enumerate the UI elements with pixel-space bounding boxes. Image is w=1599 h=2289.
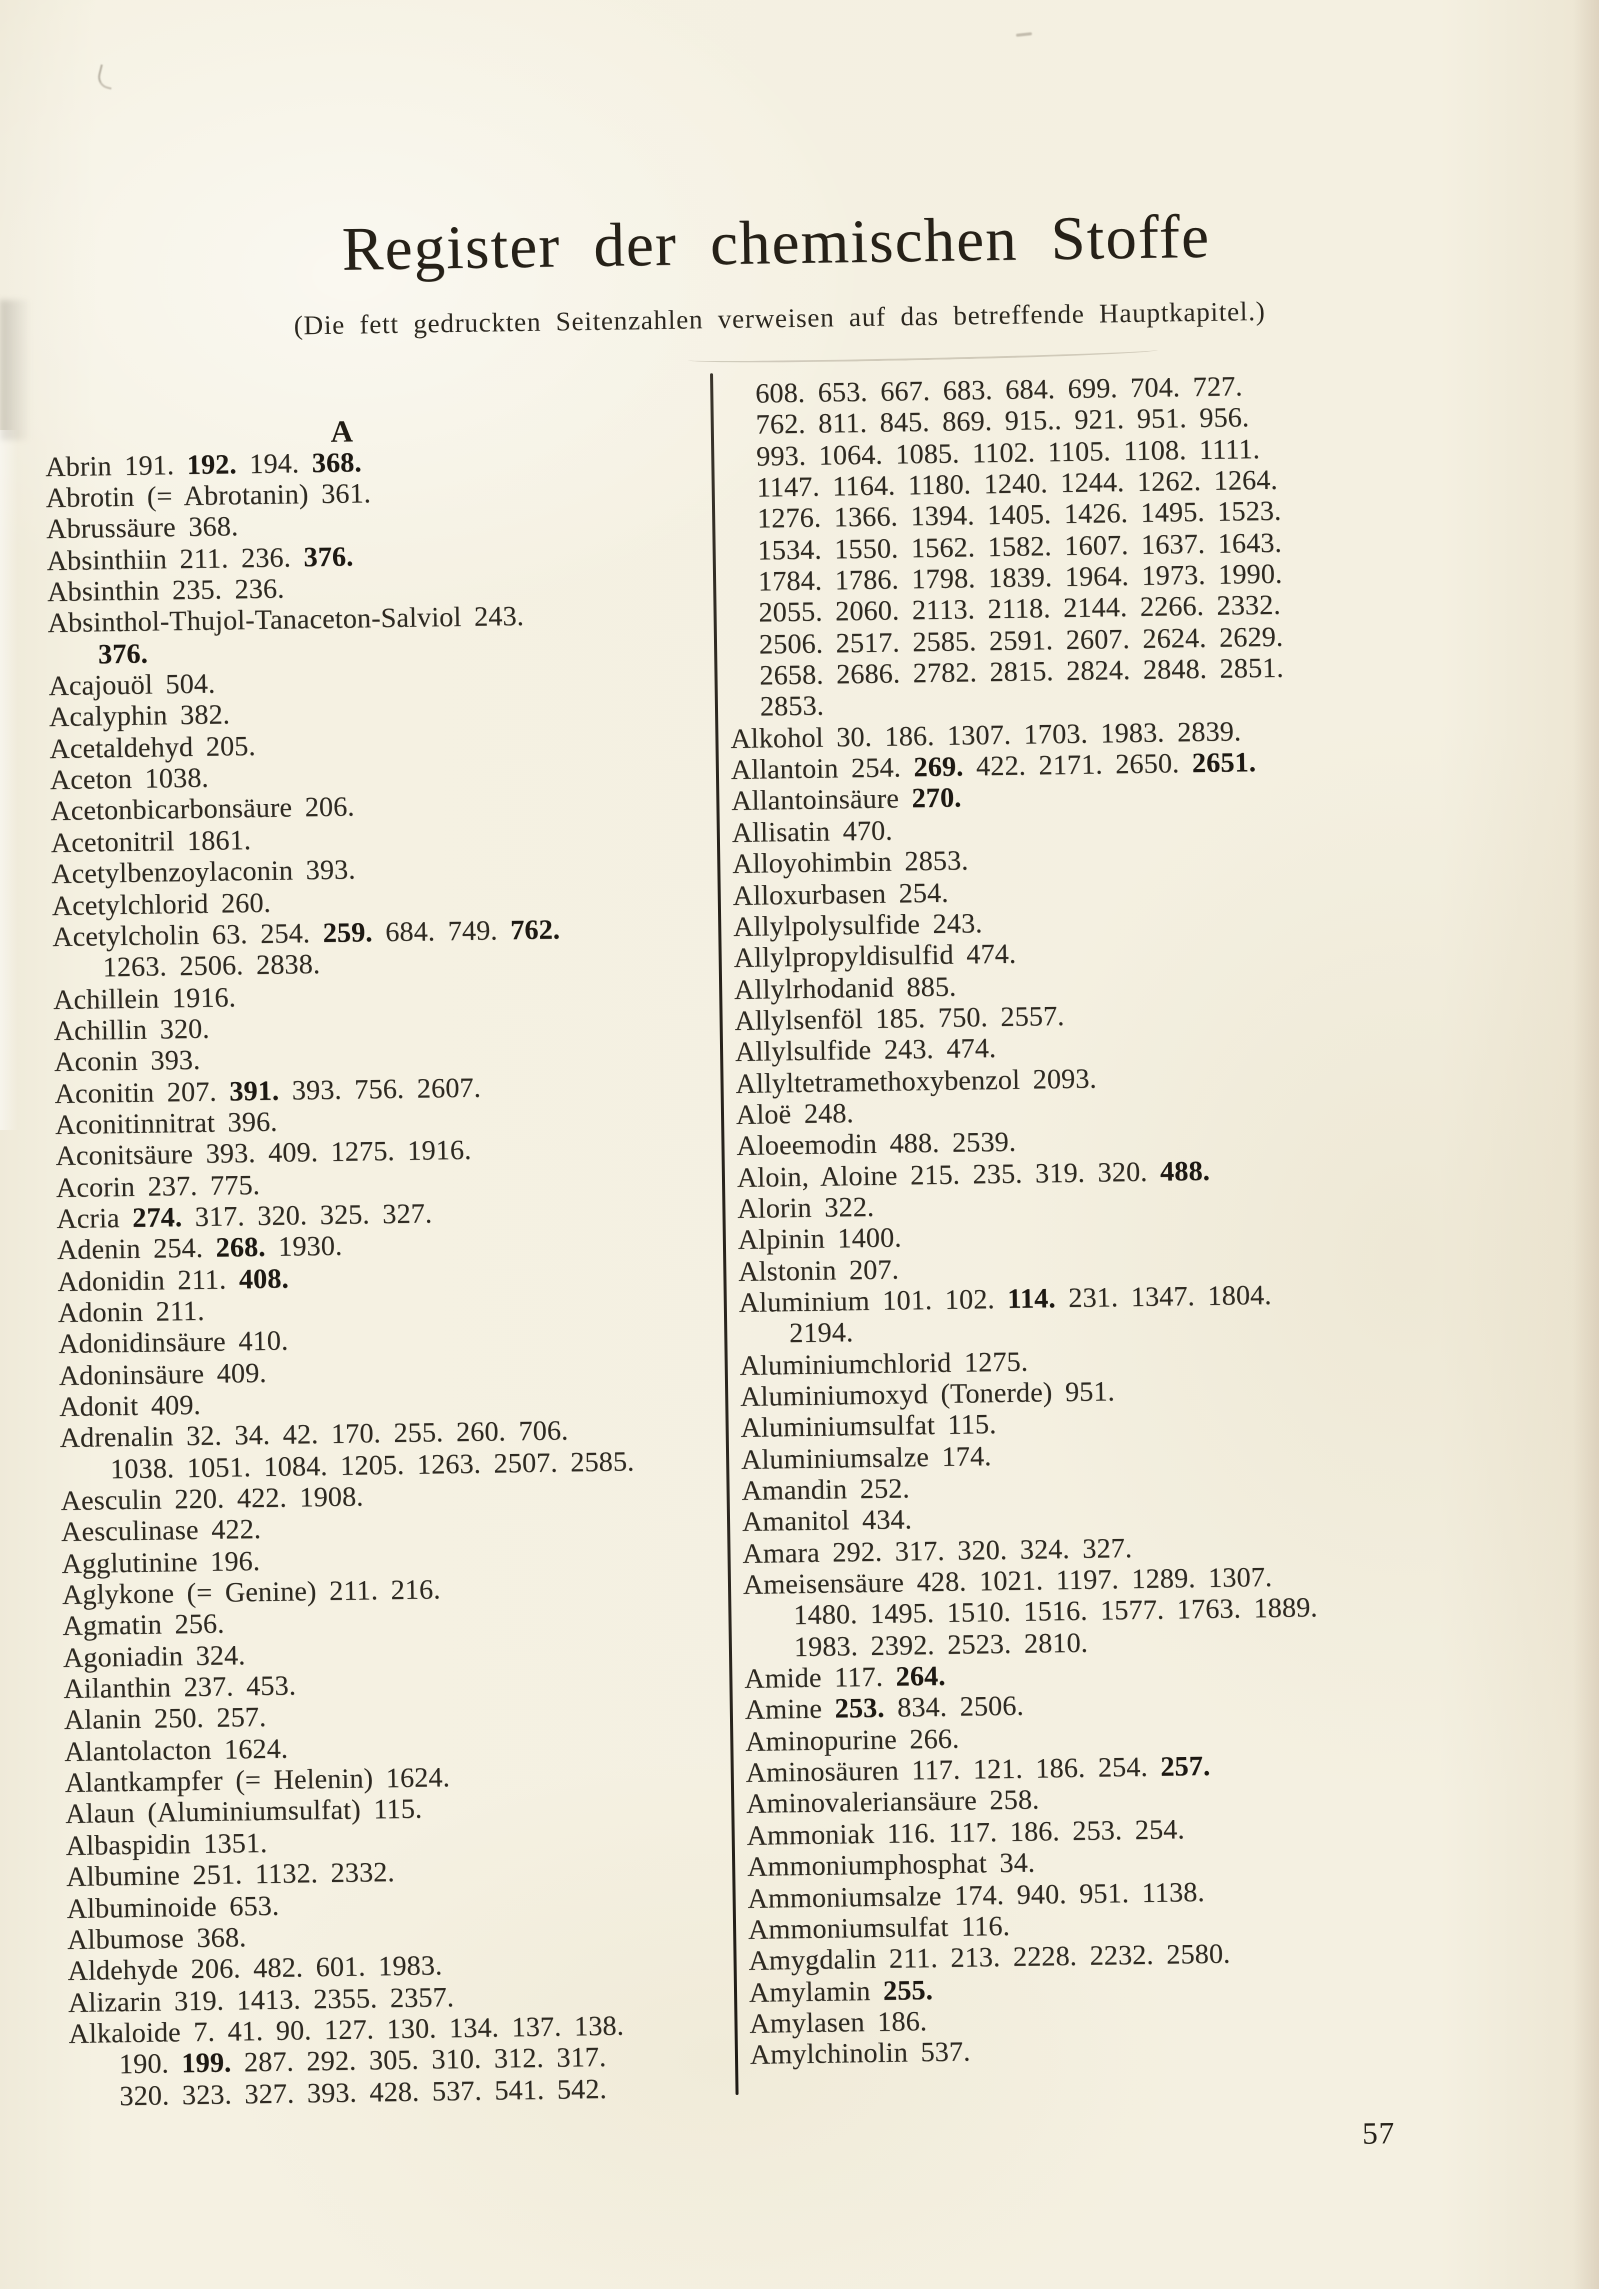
index-entry-line: 1784. 1786. 1798. 1839. 1964. 1973. 1990. [757, 558, 1283, 598]
index-entry-line: Achillin 320. [53, 1013, 210, 1047]
index-entry-line: Acetonitril 1861. [50, 824, 252, 859]
index-entry-line: Amylasen 186. [749, 2006, 928, 2040]
index-entry-line: Adoninsäure 409. [58, 1357, 267, 1392]
index-entry-line: Albumine 251. 1132. 2332. [66, 1857, 395, 1894]
index-entry-line: Adenin 254. 268. 1930. [56, 1231, 343, 1267]
index-entry-line: Aconitsäure 393. 409. 1275. 1916. [55, 1135, 472, 1173]
index-entry-line: Achillein 1916. [53, 981, 237, 1016]
index-entry-line: 1534. 1550. 1562. 1582. 1607. 1637. 1643. [757, 527, 1283, 567]
index-entry-line: Alizarin 319. 1413. 2355. 2357. [67, 1981, 455, 2019]
index-entry-line: Allisatin 470. [731, 815, 893, 849]
page-title: Register der chemischen Stoffe [341, 202, 1211, 284]
index-entry-line: 1480. 1495. 1510. 1516. 1577. 1763. 1889. [793, 1592, 1318, 1632]
index-entry-line: Amygdalin 211. 213. 2228. 2232. 2580. [748, 1938, 1231, 1978]
index-entry-line: Ammoniak 116. 117. 186. 253. 254. [746, 1814, 1185, 1852]
index-entry-line: Ammoniumphosphat 34. [746, 1847, 1036, 1884]
index-entries-right [725, 368, 1480, 2071]
index-column-right [725, 368, 1480, 2071]
index-entry-line: Allylpropyldisulfid 474. [733, 938, 1017, 975]
index-entry-line: Allantoinsäure 270. [731, 783, 962, 818]
index-entry-line: Allylsenföl 185. 750. 2557. [734, 1000, 1065, 1037]
index-entry-line: Alantkampfer (= Helenin) 1624. [64, 1762, 451, 1800]
index-entry-line: Absinthiin 211. 236. 376. [46, 541, 354, 577]
index-entry-line: Aconin 393. [53, 1045, 201, 1079]
index-entry-line: Aminopurine 266. [745, 1723, 960, 1758]
index-entry-line: Acetylchlorid 260. [51, 887, 272, 922]
index-entry-line: Alkohol 30. 186. 1307. 1703. 1983. 2839. [730, 716, 1242, 755]
index-entry-line: Aminosäuren 117. 121. 186. 254. 257. [745, 1751, 1211, 1789]
index-entry-line: Allyltetramethoxybenzol 2093. [735, 1063, 1097, 1100]
index-entry-line: Aconitinnitrat 396. [54, 1106, 278, 1141]
index-entries-left [45, 442, 730, 2113]
index-entry-line: Abrussäure 368. [46, 511, 239, 546]
index-entry-line: Acorin 237. 775. [55, 1169, 261, 1204]
index-entry-line: Adonin 211. [57, 1295, 205, 1329]
index-entry-line: Ameisensäure 428. 1021. 1197. 1289. 1307. [742, 1562, 1273, 1601]
index-entry-line: Amandin 252. [741, 1473, 910, 1507]
index-column-left [44, 379, 730, 2113]
index-entry-line: Aminovaleriansäure 258. [746, 1784, 1040, 1821]
index-entry-line: 762. 811. 845. 869. 915.. 921. 951. 956. [755, 402, 1250, 441]
index-entry-line: Aceton 1038. [49, 762, 209, 797]
index-entry-line: Ammoniumsalze 174. 940. 951. 1138. [747, 1876, 1205, 1915]
index-entry-line: Aluminiumsulfat 115. [740, 1409, 997, 1445]
index-entry-line: Aluminium 101. 102. 114. 231. 1347. 1804. [738, 1279, 1272, 1319]
index-entry-line: 1276. 1366. 1394. 1405. 1426. 1495. 1523. [756, 496, 1282, 535]
index-entry-line: Abrin 191. 192. 194. 368. [45, 447, 362, 483]
index-entry-line: Agglutinine 196. [61, 1545, 261, 1580]
index-entry-line: Aloë 248. [735, 1098, 854, 1131]
index-entry-line: Alanin 250. 257. [63, 1702, 267, 1737]
index-entry-line: Aesculin 220. 422. 1908. [60, 1481, 364, 1518]
index-entry-line: Amara 292. 317. 320. 324. 327. [742, 1532, 1133, 1570]
index-entry-line: 376. [97, 638, 149, 671]
index-entry-line: Acetylcholin 63. 254. 259. 684. 749. 762. [52, 914, 561, 953]
index-entry-line: 2658. 2686. 2782. 2815. 2824. 2848. 2851. [759, 652, 1284, 692]
index-entry-line: Alstonin 207. [738, 1254, 900, 1288]
index-entry-line: Alorin 322. [737, 1191, 875, 1225]
index-entry-line: Adonidinsäure 410. [58, 1325, 289, 1361]
index-entry-line: Alkaloide 7. 41. 90. 127. 130. 134. 137. 138. [68, 2010, 625, 2050]
subtitle-rule [688, 345, 1158, 365]
page-number: 57 [1361, 2115, 1396, 2151]
index-entry-line: Amylamin 255. [748, 1974, 934, 2009]
index-entry-line: Amanitol 434. [741, 1504, 913, 1539]
index-entry-line: 2194. [789, 1317, 854, 1350]
index-entry-line: Agoniadin 324. [62, 1640, 246, 1674]
section-header-a: A [330, 413, 354, 450]
index-entry-line: Agmatin 256. [62, 1608, 225, 1643]
index-entry-line: Aluminiumsalze 174. [740, 1440, 992, 1476]
index-entry-line: Ailanthin 237. 453. [63, 1670, 297, 1706]
index-entry-line: Alpinin 1400. [737, 1222, 902, 1257]
index-entry-line: Allantoin 254. 269. 422. 2171. 2650. 2651. [730, 747, 1257, 787]
index-entry-line: 2506. 2517. 2585. 2591. 2607. 2624. 2629. [758, 621, 1284, 661]
index-entry-line: Acalyphin 382. [48, 699, 231, 734]
index-entry-line: Amylchinolin 537. [749, 2036, 971, 2072]
index-entry-line: Acetaldehyd 205. [49, 730, 256, 765]
index-entry-line: 320. 323. 327. 393. 428. 537. 541. 542. [119, 2073, 608, 2112]
index-entry-line: Alaun (Aluminiumsulfat) 115. [65, 1794, 423, 1831]
index-entry-line: 190. 199. 287. 292. 305. 310. 312. 317. [118, 2042, 607, 2081]
index-entry-line: 1147. 1164. 1180. 1240. 1244. 1262. 1264. [756, 464, 1278, 504]
index-entry-line: Acetonbicarbonsäure 206. [50, 792, 355, 828]
index-entry-line: Aloin, Aloine 215. 235. 319. 320. 488. [736, 1155, 1211, 1194]
page-subtitle: (Die fett gedruckten Seitenzahlen verweisen auf das betreffende Hauptkapitel.) [293, 295, 1266, 341]
index-entry-line: Aesculinase 422. [60, 1514, 262, 1549]
index-entry-line: Acetylbenzoylaconin 393. [51, 854, 356, 891]
index-entry-line: 993. 1064. 1085. 1102. 1105. 1108. 1111. [756, 433, 1261, 473]
index-entry-line: Amine 253. 834. 2506. [744, 1691, 1025, 1727]
index-entry-line: Ammoniumsulfat 116. [747, 1910, 1011, 1946]
index-entry-line: Aluminiumoxyd (Tonerde) 951. [739, 1376, 1116, 1413]
index-entry-line: Aluminiumchlorid 1275. [739, 1346, 1029, 1382]
index-entry-line: Allylrhodanid 885. [733, 971, 957, 1006]
index-entry-line: Adonit 409. [59, 1389, 201, 1424]
index-entry-line: Absinthin 235. 236. [46, 573, 285, 609]
index-entry-line: Albumose 368. [66, 1922, 247, 1956]
index-entry-line: Aconitin 207. 391. 393. 756. 2607. [54, 1072, 482, 1110]
index-entry-line: Acria 274. 317. 320. 325. 327. [56, 1198, 433, 1235]
index-entry-line: Amide 117. 264. [744, 1660, 946, 1695]
index-entry-line: Albaspidin 1351. [65, 1827, 268, 1862]
index-entry-line: 608. 653. 667. 683. 684. 699. 704. 727. [755, 371, 1243, 410]
index-entry-line: Aldehyde 206. 482. 601. 1983. [67, 1950, 443, 1988]
index-entry-line: Alloxurbasen 254. [732, 877, 949, 912]
index-entry-line: Allylpolysulfide 243. [733, 908, 983, 943]
index-entry-line: Alloyohimbin 2853. [732, 845, 969, 881]
index-entry-line: 2853. [759, 691, 825, 723]
index-entry-line: Allylsulfide 243. 474. [734, 1033, 997, 1069]
index-entry-line: Absinthol-Thujol-Tanaceton-Salviol 243. [47, 601, 525, 640]
index-entry-line: Aglykone (= Genine) 211. 216. [61, 1574, 441, 1612]
index-entry-line: Alantolacton 1624. [64, 1733, 289, 1768]
index-entry-line: Adrenalin 32. 34. 42. 170. 255. 260. 706. [59, 1415, 569, 1455]
index-entry-line: Albuminoide 653. [66, 1890, 280, 1925]
index-entry-line: 2055. 2060. 2113. 2118. 2144. 2266. 2332. [758, 590, 1281, 629]
index-entry-line: 1263. 2506. 2838. [102, 949, 321, 984]
index-entry-line: 1983. 2392. 2523. 2810. [793, 1627, 1089, 1663]
index-entry-line: Abrotin (= Abrotanin) 361. [45, 478, 372, 515]
index-entry-line: Adonidin 211. 408. [57, 1263, 289, 1298]
index-entry-line: Aloeemodin 488. 2539. [736, 1127, 1017, 1163]
index-entry-line: 1038. 1051. 1084. 1205. 1263. 2507. 2585. [109, 1446, 635, 1485]
index-entry-line: Acajouöl 504. [48, 668, 216, 703]
